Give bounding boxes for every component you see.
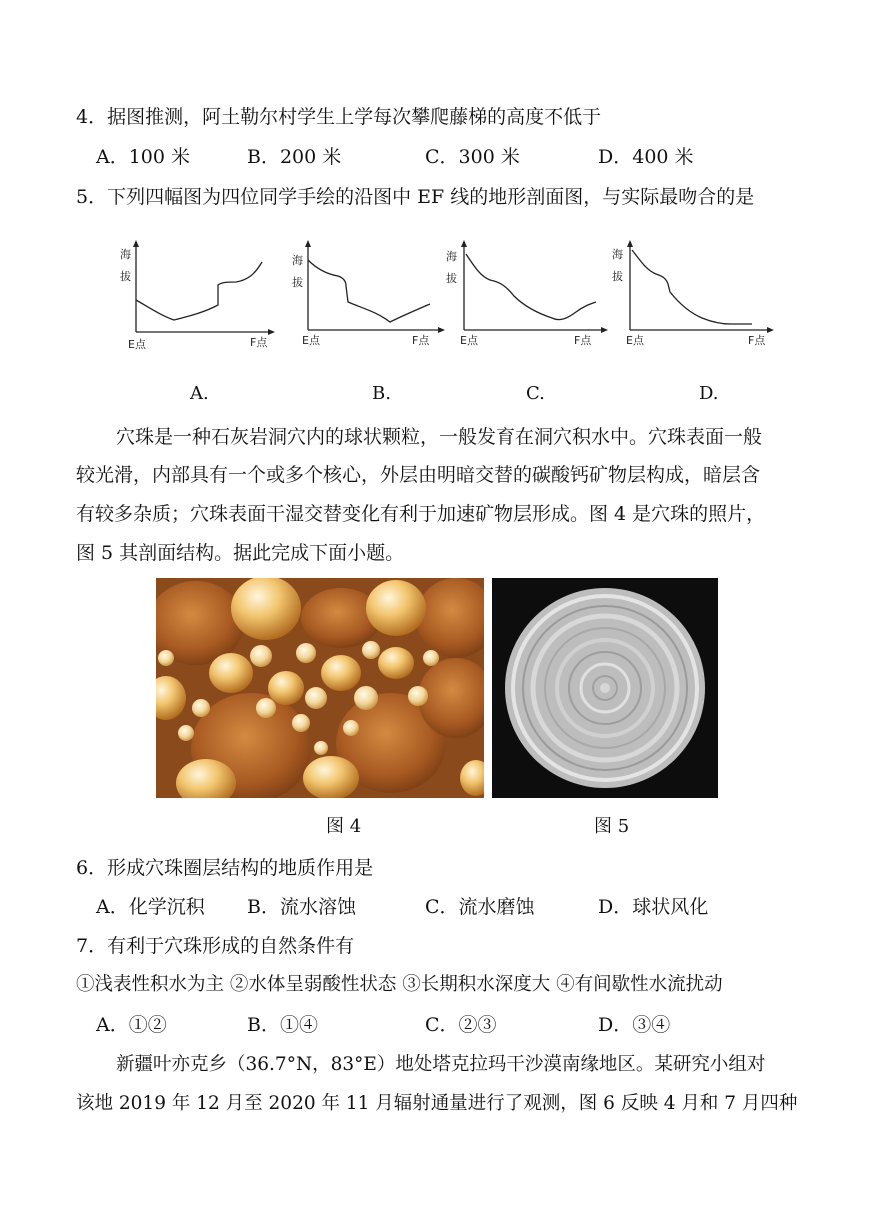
figure-4-cave-pearls-photo [156,578,484,798]
q6-option-b: B．流水溶蚀 [247,896,356,918]
axis-x-label-start: E点 [302,334,320,347]
passage1-line-2: 较光滑，内部具有一个或多个核心，外层由明暗交替的碳酸钙矿物层构成，暗层含 [76,464,761,486]
passage1-line-4: 图 5 其剖面结构。据此完成下面小题。 [76,542,405,564]
profile-line-b [308,260,430,322]
profile-line-c [466,254,596,320]
profile-chart-d [606,238,776,353]
profile-line-a [136,262,262,320]
passage2-line-1: 新疆叶亦克乡（36.7°N，83°E）地处塔克拉玛干沙漠南缘地区。某研究小组对 [116,1054,766,1075]
figure-5-cross-section-photo [492,578,718,798]
q7-option-c: C．②③ [425,1014,497,1036]
y-axis-arrow [627,240,633,247]
axis-x-label-end: F点 [748,334,766,347]
x-axis-arrow [268,329,275,335]
axis-x-label-end: F点 [250,336,268,349]
y-axis-arrow [133,240,139,247]
q7-option-d: D．③④ [598,1014,671,1036]
profile-line-d [632,250,752,324]
axis-y-label-bottom: 拔 [446,272,457,285]
q7-stem: 7．有利于穴珠形成的自然条件有 [76,935,355,957]
axis-x-label-end: F点 [412,334,430,347]
passage2-line-2: 该地 2019 年 12 月至 2020 年 11 月辐射通量进行了观测，图 6 反映 4 月和 7 月四种 [76,1093,798,1114]
profile-label-c: C. [526,383,545,404]
q7-conditions: ①浅表性积水为主 ②水体呈弱酸性状态 ③长期积水深度大 ④有间歇性水流扰动 [76,974,723,995]
q4-option-d: D．400 米 [598,146,694,168]
y-axis-arrow [305,240,311,247]
profile-label-a: A. [190,383,209,404]
figure-5-caption: 图 5 [594,816,630,837]
profile-label-d: D. [699,383,719,404]
figure-4-caption: 图 4 [326,816,362,837]
axis-x-label-start: E点 [128,338,146,351]
axis-x-label-start: E点 [626,334,644,347]
axis-y-label-bottom: 拔 [612,270,623,283]
profile-chart-c [440,238,610,353]
q4-stem: 4．据图推测，阿土勒尔村学生上学每次攀爬藤梯的高度不低于 [76,106,602,128]
axis-y-label-bottom: 拔 [292,276,303,289]
axis-y-label-bottom: 拔 [120,270,131,283]
axis-x-label-start: E点 [460,334,478,347]
q4-option-a: A．100 米 [96,146,191,168]
q4-option-b: B．200 米 [247,146,342,168]
q6-option-a: A．化学沉积 [96,896,205,918]
x-axis-arrow [767,327,774,333]
q5-stem: 5．下列四幅图为四位同学手绘的沿图中 EF 线的地形剖面图，与实际最吻合的是 [76,186,755,208]
profile-chart-a [110,238,280,353]
axis-y-label-top: 海 [120,248,131,261]
q6-option-d: D．球状风化 [598,896,709,918]
axis-y-label-top: 海 [446,250,457,263]
profile-chart-b [282,238,452,353]
passage1-line-1: 穴珠是一种石灰岩洞穴内的球状颗粒，一般发育在洞穴积水中。穴珠表面一般 [116,426,763,448]
q7-option-b: B．①④ [247,1014,318,1036]
q6-stem: 6．形成穴珠圈层结构的地质作用是 [76,857,374,879]
axis-y-label-top: 海 [292,254,303,267]
q6-option-c: C．流水磨蚀 [425,896,535,918]
profile-label-b: B. [372,383,391,404]
q4-option-c: C．300 米 [425,146,520,168]
y-axis-arrow [461,240,467,247]
axis-x-label-end: F点 [574,334,592,347]
q7-option-a: A．①② [96,1014,167,1036]
passage1-line-3: 有较多杂质；穴珠表面干湿交替变化有利于加速矿物层形成。图 4 是穴珠的照片， [76,503,766,525]
axis-y-label-top: 海 [612,248,623,261]
